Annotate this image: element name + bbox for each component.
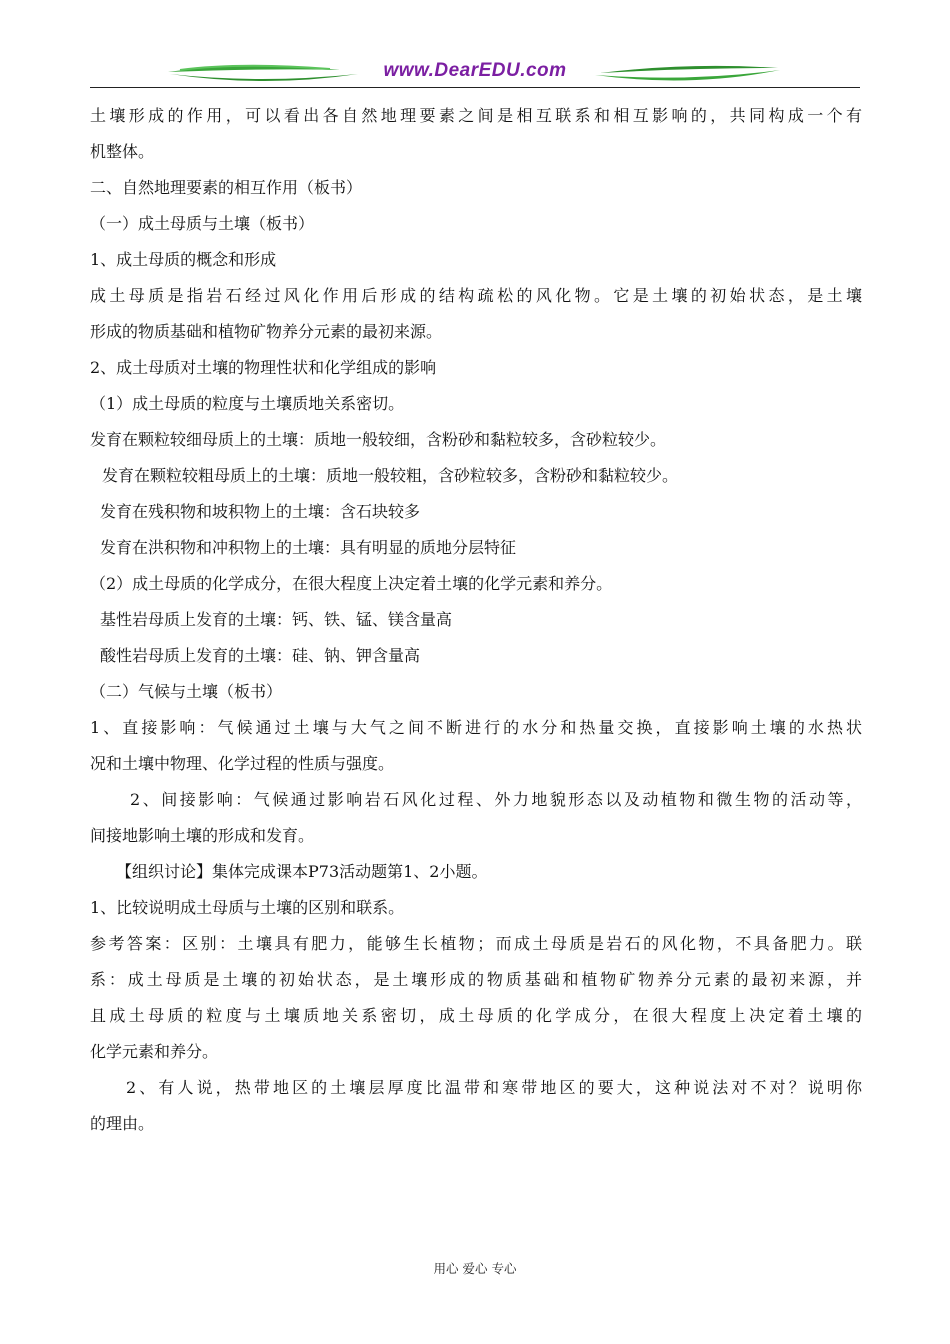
text-line: 1、直接影响：气候通过土壤与大气之间不断进行的水分和热量交换，直接影响土壤的水热状: [90, 718, 862, 737]
text-line: 参考答案：区别：土壤具有肥力，能够生长植物；而成土母质是岩石的风化物，不具备肥力。联: [90, 934, 862, 953]
text-line: 形成的物质基础和植物矿物养分元素的最初来源。: [90, 322, 443, 341]
text-line: 化学元素和养分。: [90, 1042, 219, 1061]
text-line: 2、有人说，热带地区的土壤层厚度比温带和寒带地区的要大，这种说法对不对？说明你: [126, 1078, 862, 1097]
text-line: 二、自然地理要素的相互作用（板书）: [90, 178, 363, 197]
document-body: [90, 98, 862, 1142]
text-line: 酸性岩母质上发育的土壤：硅、钠、钾含量高: [100, 646, 421, 665]
text-line: 况和土壤中物理、化学过程的性质与强度。: [90, 754, 395, 773]
header-rule: [90, 87, 860, 88]
text-line: 间接地影响土壤的形成和发育。: [90, 826, 315, 845]
text-line: 土壤形成的作用，可以看出各自然地理要素之间是相互联系和相互影响的，共同构成一个有: [90, 106, 862, 125]
text-line: 的理由。: [90, 1114, 155, 1133]
text-line: 系：成土母质是土壤的初始状态，是土壤形成的物质基础和植物矿物养分元素的最初来源，并: [90, 970, 862, 989]
text-line: 发育在残积物和坡积物上的土壤：含石块较多: [100, 502, 421, 521]
text-line: （1）成土母质的粒度与土壤质地关系密切。: [90, 394, 405, 413]
page-footer: 用心 爱心 专心: [433, 1261, 517, 1276]
header-site-url: www.DearEDU.com: [383, 60, 567, 81]
text-line: （一）成土母质与土壤（板书）: [90, 214, 315, 233]
text-line: 1、成土母质的概念和形成: [90, 250, 277, 269]
text-line: 发育在颗粒较细母质上的土壤：质地一般较细，含粉砂和黏粒较多，含砂粒较少。: [90, 430, 667, 449]
text-line: 【组织讨论】集体完成课本P73活动题第1、2小题。: [116, 862, 488, 881]
text-line: （2）成土母质的化学成分，在很大程度上决定着土壤的化学元素和养分。: [90, 574, 613, 593]
text-line: 2、成土母质对土壤的物理性状和化学组成的影响: [90, 358, 437, 377]
text-line: 成土母质是指岩石经过风化作用后形成的结构疏松的风化物。它是土壤的初始状态，是土壤: [90, 286, 862, 305]
text-line: 发育在洪积物和冲积物上的土壤：具有明显的质地分层特征: [100, 538, 517, 557]
text-line: 机整体。: [90, 142, 155, 161]
text-line: 且成土母质的粒度与土壤质地关系密切，成土母质的化学成分，在很大程度上决定着土壤的: [90, 1006, 862, 1025]
text-line: 1、比较说明成土母质与土壤的区别和联系。: [90, 898, 405, 917]
text-line: 基性岩母质上发育的土壤：钙、铁、锰、镁含量高: [100, 610, 453, 629]
text-line: 2、间接影响：气候通过影响岩石风化过程、外力地貌形态以及动植物和微生物的活动等，: [130, 790, 862, 809]
text-line: （二）气候与土壤（板书）: [90, 682, 283, 701]
text-line: 发育在颗粒较粗母质上的土壤：质地一般较粗，含砂粒较多，含粉砂和黏粒较少。: [102, 466, 679, 485]
